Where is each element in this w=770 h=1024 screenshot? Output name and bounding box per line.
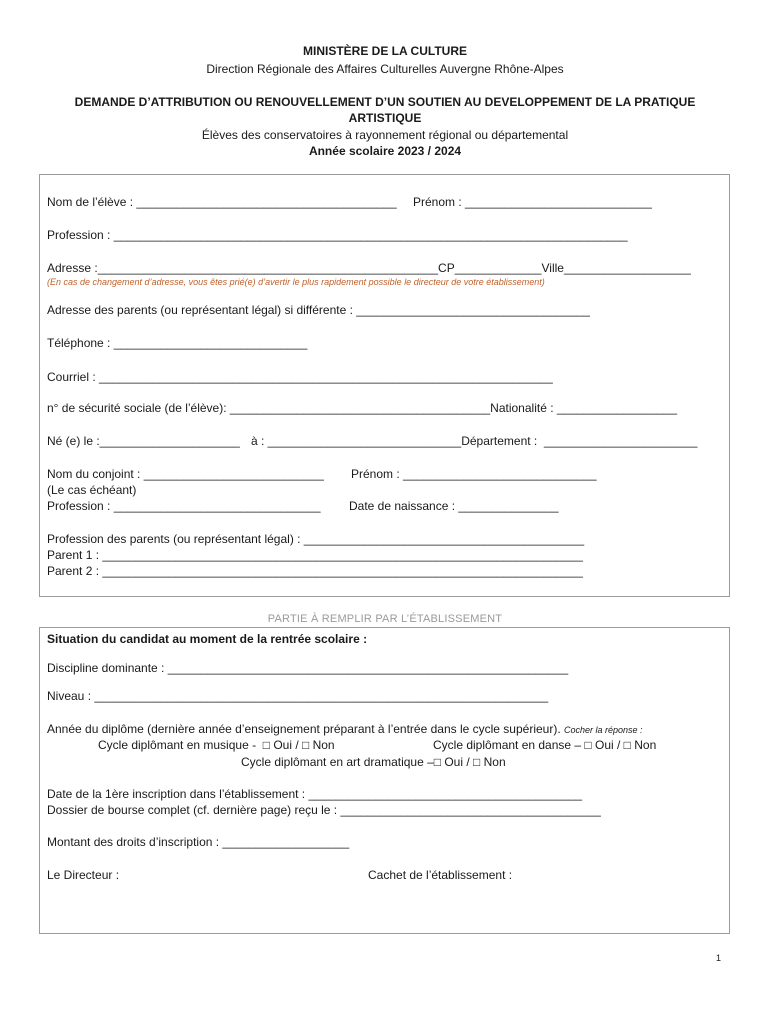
theatre-cycle-checkbox[interactable]: Cycle diplômant en art dramatique –□ Oui / □ Non xyxy=(241,755,506,769)
parent1-field[interactable]: Parent 1 : ________________________________________________________________________ xyxy=(47,548,583,562)
address-change-note: (En cas de changement d’adresse, vous êtes prié(e) d’avertir le plus rapidement possible le directeur de votre établissement) xyxy=(47,277,545,287)
email-field[interactable]: Courriel : ____________________________________________________________________ xyxy=(47,370,553,384)
diploma-year-label xyxy=(47,721,643,738)
establishment-box xyxy=(39,627,730,934)
parents-address-field[interactable]: Adresse des parents (ou représentant légal) si différente : ___________________________________ xyxy=(47,303,590,317)
first-enrollment-date-field[interactable]: Date de la 1ère inscription dans l’établissement : _________________________________________ xyxy=(47,787,583,801)
school-year: Année scolaire 2023 / 2024 xyxy=(308,144,462,158)
if-applicable-label: (Le cas échéant) xyxy=(47,483,137,497)
page-number: 1 xyxy=(716,953,722,963)
spouse-firstname-field[interactable]: Prénom : _____________________________ xyxy=(351,467,597,481)
direction-title: Direction Régionale des Affaires Culturelles Auvergne Rhône-Alpes xyxy=(206,62,564,76)
ministry-title: MINISTÈRE DE LA CULTURE xyxy=(303,44,467,58)
form-title-line2: ARTISTIQUE xyxy=(348,111,422,125)
student-profession-field[interactable]: Profession : _____________________________________________________________________________ xyxy=(47,228,628,242)
registration-fees-field[interactable]: Montant des droits d’inscription : ___________________ xyxy=(47,835,350,849)
student-info-box xyxy=(39,174,730,597)
dance-cycle-checkbox[interactable]: Cycle diplômant en danse – □ Oui / □ Non xyxy=(433,738,657,752)
phone-field[interactable]: Téléphone : _____________________________ xyxy=(47,336,308,350)
main-discipline-field[interactable]: Discipline dominante : ____________________________________________________________ xyxy=(47,661,569,675)
spouse-name-field[interactable]: Nom du conjoint : ___________________________ xyxy=(47,467,324,481)
social-security-field[interactable]: n° de sécurité sociale (de l’élève): _______________________________________Nationalité : __________________ xyxy=(47,401,677,415)
birth-place-field[interactable]: à : _____________________________Département : _______________________ xyxy=(251,434,698,448)
music-cycle-checkbox[interactable]: Cycle diplômant en musique - □ Oui / □ Non xyxy=(98,738,335,752)
level-field[interactable]: Niveau : ____________________________________________________________________ xyxy=(47,689,549,703)
form-subtitle: Élèves des conservatoires à rayonnement régional ou départemental xyxy=(201,128,569,142)
check-answer-note: Cocher la réponse : xyxy=(564,725,643,735)
spouse-profession-field[interactable]: Profession : _______________________________ xyxy=(47,499,321,513)
birth-date-field[interactable]: Né (e) le :_____________________ xyxy=(47,434,240,448)
spouse-birthdate-field[interactable]: Date de naissance : _______________ xyxy=(349,499,559,513)
establishment-section-label: PARTIE À REMPLIR PAR L’ÉTABLISSEMENT xyxy=(267,613,503,625)
director-label: Le Directeur : xyxy=(47,868,120,882)
scholarship-file-date-field[interactable]: Dossier de bourse complet (cf. dernière page) reçu le : _______________________________________ xyxy=(47,803,601,817)
student-lastname-field[interactable]: Nom de l’élève : _______________________________________ xyxy=(47,195,397,209)
candidate-situation-heading: Situation du candidat au moment de la rentrée scolaire : xyxy=(47,632,368,646)
student-address-field[interactable]: Adresse :___________________________________________________CP_____________Ville___________________ xyxy=(47,261,691,275)
student-firstname-field[interactable]: Prénom : ____________________________ xyxy=(413,195,652,209)
diploma-year-text: Année du diplôme (dernière année d’enseignement préparant à l’entrée dans le cycle supérieur). xyxy=(47,722,561,736)
stamp-label: Cachet de l’établissement : xyxy=(368,868,513,882)
parents-profession-field[interactable]: Profession des parents (ou représentant légal) : __________________________________________ xyxy=(47,532,585,546)
form-title-line1: DEMANDE D’ATTRIBUTION OU RENOUVELLEMENT D’UN SOUTIEN AU DEVELOPPEMENT DE LA PRATIQUE xyxy=(74,95,696,109)
parent2-field[interactable]: Parent 2 : ________________________________________________________________________ xyxy=(47,564,583,578)
